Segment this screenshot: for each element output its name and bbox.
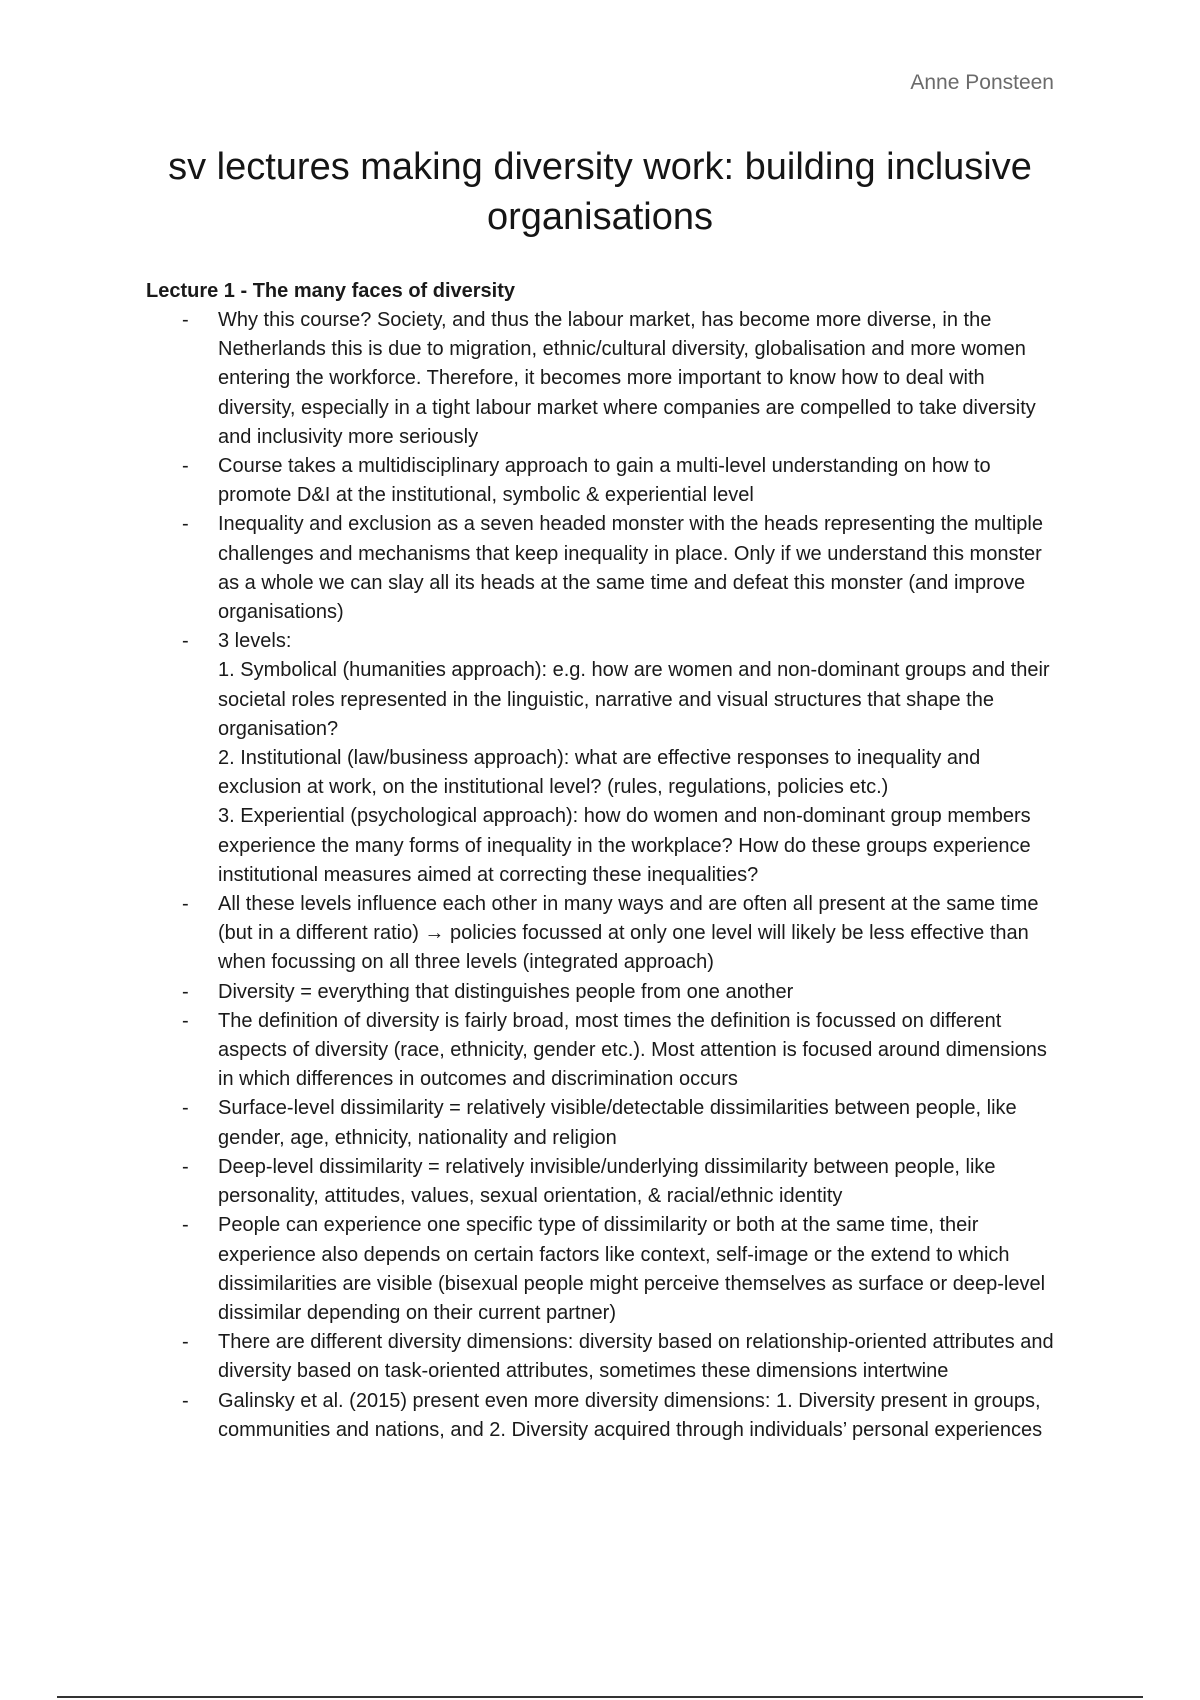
bullet-text: Diversity = everything that distinguishes people from one another	[218, 980, 794, 1003]
list-item	[146, 1328, 1066, 1386]
list-item	[146, 1094, 1066, 1152]
lecture-heading: Lecture 1 - The many faces of diversity	[146, 280, 516, 302]
bullet-dash-icon: -	[182, 1214, 189, 1237]
bullet-dash-icon: -	[182, 1097, 189, 1120]
list-item	[146, 1387, 1066, 1445]
list-item	[146, 627, 1066, 890]
bullet-text: People can experience one specific type of dissimilarity or both at the same time, their experience also depends on certain factors like context, self-image or the extend to which dissimilarities are visible (bisexual people might perceive themselves as surface or deep-level dissimilar depending on their current partner)	[218, 1214, 1046, 1324]
level-item-experiential: 3. Experiential (psychological approach): how do women and non-dominant group members experience the many forms of inequality in the workplace? How do these groups experience institutional measures aimed at correcting these inequalities?	[218, 805, 1031, 886]
bullet-text: There are different diversity dimensions: diversity based on relationship-oriented attributes and diversity based on task-oriented attributes, sometimes these dimensions intertwine	[218, 1331, 1054, 1383]
list-item	[146, 890, 1066, 978]
bullet-dash-icon: -	[182, 1009, 189, 1032]
bullet-dash-icon: -	[182, 1155, 189, 1178]
bullet-dash-icon: -	[182, 513, 189, 536]
bullet-text: Why this course? Society, and thus the labour market, has become more diverse, in the Netherlands this is due to migration, ethnic/cultural diversity, globalisation and more women entering the workforce. Therefore, it becomes more important to know how to deal with diversity, especially in a tight labour market where companies are compelled to take diversity and inclusivity more seriously	[218, 309, 1036, 448]
list-item	[146, 1153, 1066, 1211]
document-title	[120, 142, 1080, 242]
bullet-text: Inequality and exclusion as a seven headed monster with the heads representing the multiple challenges and mechanisms that keep inequality in place. Only if we understand this monster as a whole we can slay all its heads at the same time and defeat this monster (and improve organisations)	[218, 513, 1043, 624]
page-bottom-divider	[57, 1696, 1143, 1698]
bullet-list	[146, 306, 1066, 1445]
bullet-text: All these levels influence each other in many ways and are often all present at the same time (but in a different ratio) → policies focussed at only one level will likely be less effective than when focussing on all three levels (integrated approach)	[218, 893, 1039, 974]
bullet-text: Galinsky et al. (2015) present even more diversity dimensions: 1. Diversity present in groups, communities and nations, and 2. Diversity acquired through individuals’ personal experiences	[218, 1389, 1043, 1441]
bullet-text: The definition of diversity is fairly broad, most times the definition is focussed on different aspects of diversity (race, ethnicity, gender etc.). Most attention is focused around dimensions in which differences in outcomes and discrimination occurs	[218, 1009, 1047, 1091]
bullet-dash-icon: -	[182, 1389, 189, 1412]
list-item	[146, 452, 1066, 510]
bullet-dash-icon: -	[182, 980, 189, 1003]
bullet-dash-icon: -	[182, 630, 189, 653]
lecture-section	[146, 277, 1066, 1445]
list-item	[146, 1211, 1066, 1328]
list-item	[146, 306, 1066, 452]
bullet-dash-icon: -	[182, 309, 189, 331]
bullet-dash-icon: -	[182, 1331, 189, 1354]
title-line-2: organisations	[486, 196, 714, 238]
bullet-text: Surface-level dissimilarity = relatively visible/detectable dissimilarities between people, like gender, age, ethnicity, nationality and religion	[218, 1097, 1017, 1149]
bullet-text: Course takes a multidisciplinary approach to gain a multi-level understanding on how to promote D&I at the institutional, symbolic & experiential level	[218, 455, 991, 507]
bullet-text: Deep-level dissimilarity = relatively invisible/underlying dissimilarity between people, like personality, attitudes, values, sexual orientation, & racial/ethnic identity	[218, 1155, 996, 1208]
author-name: Anne Ponsteen	[910, 71, 1054, 94]
bullet-dash-icon: -	[182, 455, 189, 478]
level-item-institutional: 2. Institutional (law/business approach): what are effective responses to inequality and exclusion at work, on the institutional level? (rules, regulations, policies etc.)	[218, 747, 981, 799]
list-item	[146, 1007, 1066, 1095]
level-item-symbolical: 1. Symbolical (humanities approach): e.g. how are women and non-dominant groups and their societal roles represented in the linguistic, narrative and visual structures that shape the organisation?	[218, 659, 1050, 740]
bullet-text: 3 levels:	[218, 630, 292, 653]
list-item	[146, 978, 1066, 1007]
list-item	[146, 510, 1066, 627]
bullet-dash-icon: -	[182, 893, 189, 916]
title-line-1: sv lectures making diversity work: building inclusive	[168, 146, 1032, 188]
